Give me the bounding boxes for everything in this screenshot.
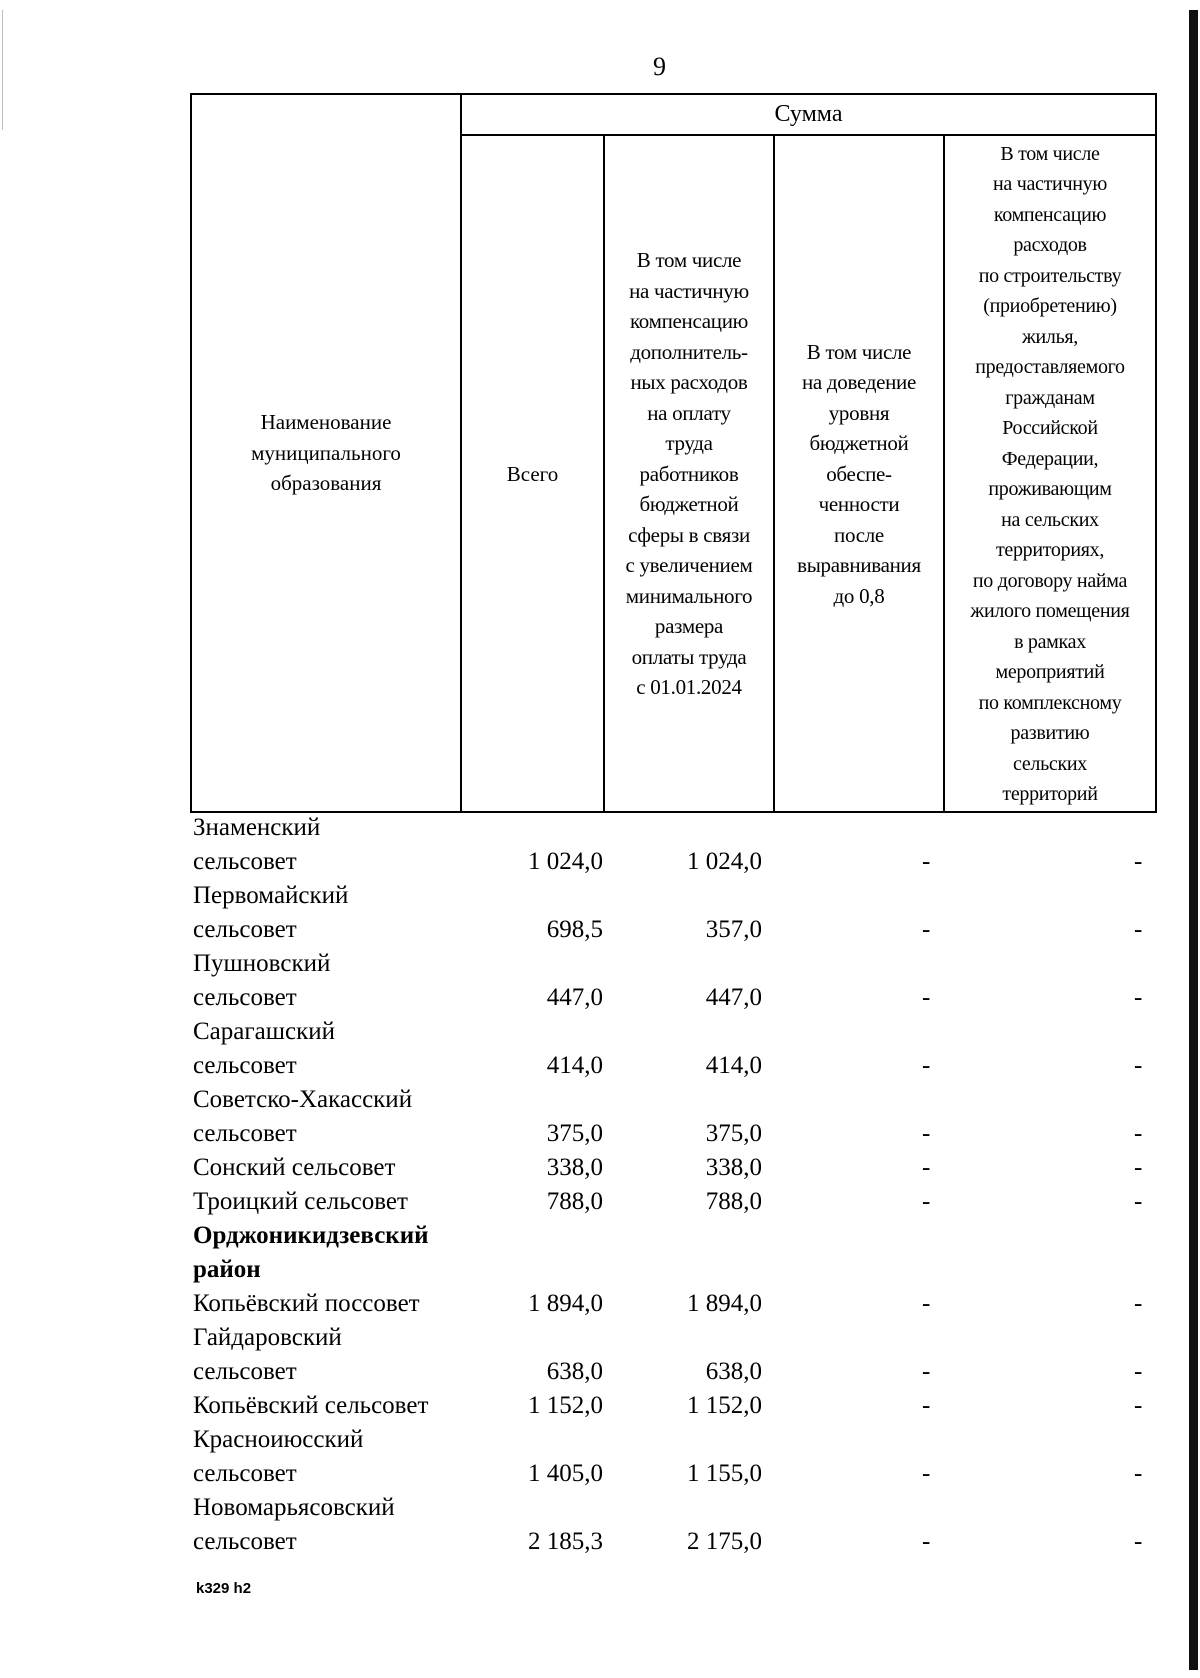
document-code: k329 h2	[196, 1580, 252, 1597]
row-name: Троицкий сельсовет	[193, 1188, 408, 1215]
row-mrot: 1 894,0	[687, 1290, 762, 1317]
row-name-line: сельсовет	[193, 1460, 297, 1487]
row-equalization: -	[922, 1290, 931, 1317]
row-equalization: -	[922, 984, 931, 1011]
row-housing: -	[1134, 1188, 1143, 1215]
row-housing: -	[1134, 916, 1143, 943]
row-name-line: Красноиюсский	[193, 1426, 364, 1453]
row-equalization: -	[922, 1528, 931, 1555]
row-total: 1 152,0	[528, 1392, 603, 1419]
row-mrot: 638,0	[705, 1358, 762, 1385]
row-housing: -	[1134, 1120, 1143, 1147]
column-header-mrot: В том числе на частичную компенсацию дополнитель- ных расходов на оплату труда работников бюджетной сферы в связи с увеличением минимального размера оплаты труда с 01.01.2024	[625, 248, 753, 700]
row-mrot: 447,0	[705, 984, 762, 1011]
group-heading-line: район	[193, 1256, 261, 1283]
row-equalization: -	[922, 1188, 931, 1215]
row-name-line: сельсовет	[193, 848, 297, 875]
row-housing: -	[1134, 1290, 1143, 1317]
row-total: 1 894,0	[528, 1290, 603, 1317]
column-header-total: Всего	[506, 461, 559, 486]
row-total: 698,5	[546, 916, 603, 943]
row-housing: -	[1134, 848, 1143, 875]
row-mrot: 1 024,0	[687, 848, 762, 875]
row-mrot: 338,0	[705, 1154, 762, 1181]
row-equalization: -	[922, 1052, 931, 1079]
row-mrot: 788,0	[705, 1188, 762, 1215]
row-equalization: -	[922, 848, 931, 875]
column-header-housing: В том числе на частичную компенсацию расходов по строительству (приобретению) жилья, предоставляемого гражданам Российской Федерации, проживающим на сельских территориях, по договору найма жилого помещения в рамках мероприятий по комплексному развитию сельских территорий	[970, 142, 1130, 805]
row-housing: -	[1134, 1460, 1143, 1487]
column-header-equalization: В том числе на доведение уровня бюджетной обеспе- ченности после выравнивания до 0,8	[797, 339, 921, 608]
row-equalization: -	[922, 1392, 931, 1419]
row-name-line: сельсовет	[193, 1358, 297, 1385]
row-equalization: -	[922, 1154, 931, 1181]
row-total: 788,0	[546, 1188, 603, 1215]
row-name: Копьёвский сельсовет	[193, 1392, 429, 1419]
group-heading-line: Орджоникидзевский	[193, 1222, 429, 1249]
row-name-line: Новомарьясовский	[193, 1494, 395, 1521]
page-number: 9	[653, 52, 666, 81]
row-total: 338,0	[546, 1154, 603, 1181]
row-mrot: 357,0	[705, 916, 762, 943]
row-name-line: Советско-Хакасский	[193, 1086, 413, 1113]
row-name-line: сельсовет	[193, 984, 297, 1011]
row-mrot: 1 155,0	[687, 1460, 762, 1487]
row-mrot: 375,0	[705, 1120, 762, 1147]
row-name: Сонский сельсовет	[193, 1154, 396, 1181]
row-housing: -	[1134, 1154, 1143, 1181]
row-equalization: -	[922, 1460, 931, 1487]
row-housing: -	[1134, 984, 1143, 1011]
row-housing: -	[1134, 1528, 1143, 1555]
row-mrot: 414,0	[705, 1052, 762, 1079]
row-total: 1 405,0	[528, 1460, 603, 1487]
row-equalization: -	[922, 916, 931, 943]
row-name-line: Пушновский	[193, 950, 331, 977]
row-total: 2 185,3	[528, 1528, 603, 1555]
column-header-name: Наименование муниципального образования	[251, 410, 401, 496]
row-name-line: Знаменский	[193, 814, 321, 841]
row-total: 638,0	[546, 1358, 603, 1385]
row-name-line: Гайдаровский	[193, 1324, 342, 1351]
row-housing: -	[1134, 1052, 1143, 1079]
row-total: 1 024,0	[528, 848, 603, 875]
row-mrot: 1 152,0	[687, 1392, 762, 1419]
row-equalization: -	[922, 1120, 931, 1147]
row-name-line: Сарагашский	[193, 1018, 335, 1045]
row-name-line: сельсовет	[193, 916, 297, 943]
row-total: 447,0	[546, 984, 603, 1011]
row-name: Копьёвский поссовет	[193, 1290, 420, 1317]
row-name-line: сельсовет	[193, 1120, 297, 1147]
scan-edge-bar	[1189, 10, 1198, 1670]
row-total: 375,0	[546, 1120, 603, 1147]
row-mrot: 2 175,0	[687, 1528, 762, 1555]
scan-edge-mark	[2, 10, 3, 130]
row-housing: -	[1134, 1358, 1143, 1385]
row-name-line: сельсовет	[193, 1052, 297, 1079]
row-name-line: сельсовет	[193, 1528, 297, 1555]
row-name-line: Первомайский	[193, 882, 349, 909]
row-total: 414,0	[546, 1052, 603, 1079]
column-group-sum: Сумма	[774, 101, 843, 128]
row-equalization: -	[922, 1358, 931, 1385]
row-housing: -	[1134, 1392, 1143, 1419]
